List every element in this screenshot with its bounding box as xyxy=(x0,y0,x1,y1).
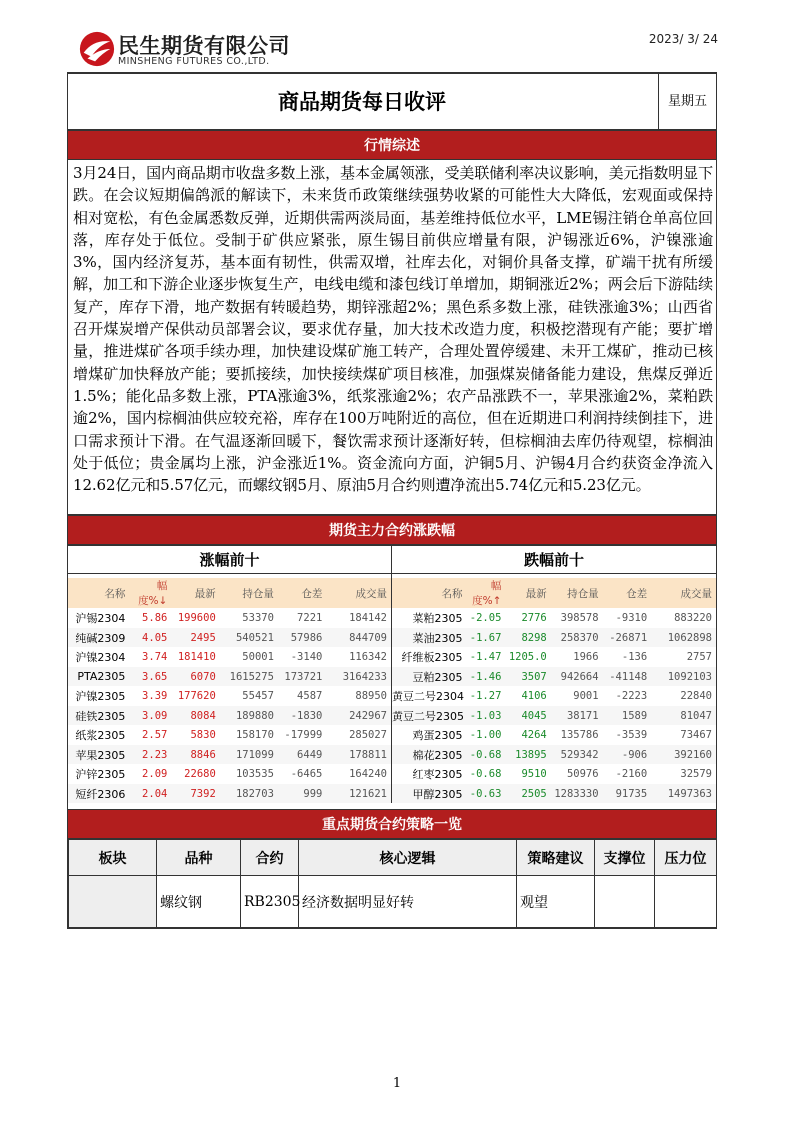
gainers-row[interactable] xyxy=(68,784,391,804)
gainers-row[interactable] xyxy=(68,667,391,687)
gainers-cell: PTA2305 xyxy=(68,667,129,687)
gainers-cell: 7221 xyxy=(297,612,323,625)
losers-cell: 4106 xyxy=(521,690,547,703)
report-date: 2023/ 3/ 24 xyxy=(648,32,718,46)
losers-row[interactable] xyxy=(392,647,716,667)
gainers-table xyxy=(68,578,391,803)
company-logo-icon xyxy=(78,30,116,68)
losers-header-cell[interactable]: 持仓量 xyxy=(551,578,603,608)
strategy-cell xyxy=(69,876,157,928)
losers-cell: -1.00 xyxy=(469,729,502,742)
gainers-cell: 181410 xyxy=(177,651,216,664)
losers-table xyxy=(392,578,716,803)
gainers-row[interactable] xyxy=(68,745,391,765)
gainers-cell: 8846 xyxy=(171,745,219,765)
losers-row[interactable] xyxy=(392,628,716,648)
losers-cell: 22840 xyxy=(680,690,712,703)
strategy-cell: 螺纹钢 xyxy=(157,876,241,928)
gainers-cell: 5830 xyxy=(190,729,216,742)
strategy-table xyxy=(68,839,717,928)
gainers-cell: 50001 xyxy=(242,651,274,664)
strategy-section-title: 重点期货合约策略一览 xyxy=(68,809,716,839)
losers-cell: -1.27 xyxy=(469,690,502,703)
losers-cell: 91735 xyxy=(603,784,652,804)
losers-cell: -9310 xyxy=(615,612,648,625)
losers-header-cell[interactable]: 名称 xyxy=(392,578,467,608)
losers-cell: 豆粕2305 xyxy=(392,667,467,687)
gainers-cell: 沪镍2304 xyxy=(75,651,126,665)
gainers-cell: 55457 xyxy=(242,690,274,703)
gainers-cell: 3.09 xyxy=(129,706,171,726)
gainers-cell: 199600 xyxy=(177,612,216,625)
losers-cell: -1.46 xyxy=(467,667,506,687)
gainers-cell: 22680 xyxy=(184,768,216,781)
strategy-cell: 观望 xyxy=(517,876,595,928)
gainers-cell: 164240 xyxy=(349,768,387,781)
gainers-cell: 沪镍2305 xyxy=(75,690,126,704)
gainers-header-cell[interactable]: 幅度%↓ xyxy=(129,578,171,608)
losers-cell: 13895 xyxy=(505,745,550,765)
title-row xyxy=(68,74,716,130)
losers-cell: -0.63 xyxy=(467,784,506,804)
losers-cell: 红枣2305 xyxy=(412,768,463,782)
losers-cell: 1589 xyxy=(603,706,652,726)
gainers-cell: 540521 xyxy=(220,628,278,648)
losers-cell: -906 xyxy=(603,745,652,765)
gainers-cell: -17999 xyxy=(284,729,323,742)
summary-section-title: 行情综述 xyxy=(68,130,716,160)
gainers-cell: 苹果2305 xyxy=(68,745,129,765)
losers-row[interactable] xyxy=(392,784,716,804)
gainers-cell: 6449 xyxy=(278,745,326,765)
gainers-cell: 沪锌2305 xyxy=(75,768,126,782)
losers-cell: -2160 xyxy=(615,768,648,781)
losers-cell: 135786 xyxy=(560,729,599,742)
gainers-cell: 6070 xyxy=(171,667,219,687)
gainers-cell: 3.39 xyxy=(142,690,168,703)
report-frame xyxy=(67,72,717,929)
strategy-header-cell: 合约 xyxy=(241,840,299,876)
page-header xyxy=(68,26,728,74)
strategy-cell: RB2305 xyxy=(241,876,299,928)
gainers-cell: 184142 xyxy=(349,612,387,625)
losers-cell: -26871 xyxy=(603,628,652,648)
weekday: 星期五 xyxy=(658,74,716,130)
gainers-cell: 121621 xyxy=(326,784,391,804)
losers-row[interactable] xyxy=(392,764,716,784)
gainers-cell: 3.65 xyxy=(129,667,171,687)
losers-cell: 398578 xyxy=(560,612,599,625)
gainers-row[interactable] xyxy=(68,686,391,706)
losers-cell: 942664 xyxy=(551,667,603,687)
gainers-cell: 3.74 xyxy=(142,651,168,664)
gainers-cell: 285027 xyxy=(349,729,387,742)
strategy-header-cell: 策略建议 xyxy=(517,840,595,876)
losers-cell: 883220 xyxy=(674,612,712,625)
losers-cell: 32579 xyxy=(680,768,712,781)
gainers-cell: 177620 xyxy=(177,690,216,703)
losers-header-cell[interactable]: 最新 xyxy=(505,578,550,608)
gainers-cell: -3140 xyxy=(290,651,323,664)
losers-cell: 黄豆二号2305 xyxy=(392,706,467,726)
strategy-header-cell: 核心逻辑 xyxy=(299,840,517,876)
gainers-row[interactable] xyxy=(68,764,391,784)
losers-cell: 黄豆二号2304 xyxy=(392,690,464,704)
gainers-cell: 57986 xyxy=(278,628,326,648)
movers-tables xyxy=(68,545,716,803)
losers-header-cell[interactable]: 幅度%↑ xyxy=(467,578,506,608)
losers-cell: 81047 xyxy=(651,706,716,726)
losers-row[interactable] xyxy=(392,667,716,687)
gainers-cell: 158170 xyxy=(235,729,274,742)
gainers-cell: 103535 xyxy=(235,768,274,781)
losers-cell: 纤维板2305 xyxy=(401,651,463,665)
losers-cell: 258370 xyxy=(551,628,603,648)
strategy-cell xyxy=(595,876,655,928)
losers-cell: 1062898 xyxy=(651,628,716,648)
market-summary-text: 3月24日，国内商品期市收盘多数上涨，基本金属领涨，受美联储利率决议影响，美元指数明显下跌。在会议短期偏鸽派的解读下，未来货币政策继续强势收紧的可能性大大降低，宏观面或保持相对宽松，有色金属悉数反弹，近期供需两淡局面，基差维持低位水平，LME锡注销仓单高位回落，库存处于低位。受制于矿供应紧张，原生锡目前供应增量有限，沪锡涨近6%，沪镍涨逾3%，国内经济复苏，基本面有韧性，供需双增，社库去化，对铜价具备支撑，矿端干扰有所缓解，加工和下游企业逐步恢复生产，电线电缆和漆包线订单增加，期铜涨近2%；两会后下游陆续复产，库存下滑，地产数据有转暖趋势，期锌涨超2%；黑色系多数上涨，硅铁涨逾3%；山西省召开煤炭增产保供动员部署会议，要求优存量，加大技术改造力度，积极挖潜现有产能；要扩增量，推进煤矿各项手续办理，加快建设煤矿施工转产，合理处置停缓建、未开工煤矿，推动已核增煤矿加快释放产能；要抓接续，加快接续煤矿项目核准，加强煤炭储备能力建设，焦煤反弹近1.5%；能化品多数上涨，PTA涨逾3%，纸浆涨逾2%；农产品涨跌不一，苹果涨逾2%，菜粕跌逾2%，国内棕榈油供应较充裕，库存在100万吨附近的高位，但在近期进口利润持续倒挂下，进口需求预计下滑。在气温逐渐回暖下，餐饮需求预计逐渐好转，但棕榈油去库仍待观望，棕榈油处于低位；贵金属均上涨，沪金涨近1%。资金流向方面，沪铜5月、沪锡4月合约获资金净流入12.62亿元和5.57亿元，而螺纹钢5月、原油5月合约则遭净流出5.74亿元和5.23亿元。 xyxy=(68,160,716,515)
gainers-cell: 3164233 xyxy=(326,667,391,687)
gainers-cell: 53370 xyxy=(242,612,274,625)
losers-cell: 2505 xyxy=(505,784,550,804)
losers-cell: -3539 xyxy=(615,729,648,742)
report-title: 商品期货每日收评 xyxy=(278,90,446,114)
company-name-cn: 民生期货有限公司 xyxy=(118,34,290,58)
losers-cell: -2.05 xyxy=(469,612,502,625)
gainers-cell: 844709 xyxy=(326,628,391,648)
gainers-cell: 182703 xyxy=(220,784,278,804)
losers-cell: 1497363 xyxy=(651,784,716,804)
losers-cell: 38171 xyxy=(551,706,603,726)
strategy-header-cell: 品种 xyxy=(157,840,241,876)
gainers-cell: 7392 xyxy=(171,784,219,804)
losers-cell: -2223 xyxy=(615,690,648,703)
gainers-cell: 8084 xyxy=(171,706,219,726)
losers-panel xyxy=(392,546,716,803)
losers-cell: 73467 xyxy=(680,729,712,742)
losers-cell: 8298 xyxy=(505,628,550,648)
losers-cell: 1092103 xyxy=(651,667,716,687)
gainers-cell: 硅铁2305 xyxy=(68,706,129,726)
gainers-cell: 189880 xyxy=(220,706,278,726)
losers-row[interactable] xyxy=(392,745,716,765)
gainers-panel xyxy=(68,546,392,803)
gainers-cell: 1615275 xyxy=(220,667,278,687)
gainers-header-cell[interactable]: 名称 xyxy=(68,578,129,608)
gainers-cell: 纯碱2309 xyxy=(68,628,129,648)
losers-cell: 棉花2305 xyxy=(392,745,467,765)
strategy-cell: 经济数据明显好转 xyxy=(299,876,517,928)
losers-cell: -0.68 xyxy=(467,745,506,765)
gainers-row[interactable] xyxy=(68,608,391,628)
losers-cell: 392160 xyxy=(651,745,716,765)
losers-cell: 9001 xyxy=(573,690,599,703)
strategy-row xyxy=(69,876,717,928)
gainers-cell: 4.05 xyxy=(129,628,171,648)
losers-cell: 9510 xyxy=(521,768,547,781)
gainers-row[interactable] xyxy=(68,628,391,648)
losers-cell: 甲醇2305 xyxy=(392,784,467,804)
gainers-header-cell[interactable]: 最新 xyxy=(171,578,219,608)
gainers-cell: 178811 xyxy=(326,745,391,765)
gainers-cell: 纸浆2305 xyxy=(75,729,126,743)
losers-title: 跌幅前十 xyxy=(392,546,716,574)
gainers-cell: -1830 xyxy=(278,706,326,726)
losers-cell: -41148 xyxy=(603,667,652,687)
gainers-cell: 沪锡2304 xyxy=(75,612,126,626)
losers-row[interactable] xyxy=(392,608,716,628)
strategy-cell xyxy=(655,876,717,928)
losers-cell: -1.67 xyxy=(467,628,506,648)
losers-cell: -1.03 xyxy=(467,706,506,726)
losers-cell: 4045 xyxy=(505,706,550,726)
gainers-title: 涨幅前十 xyxy=(68,546,391,574)
gainers-cell: -6465 xyxy=(290,768,323,781)
losers-cell: 2776 xyxy=(521,612,547,625)
losers-cell: 1966 xyxy=(573,651,599,664)
losers-cell: -0.68 xyxy=(469,768,502,781)
losers-cell: -1.47 xyxy=(469,651,502,664)
losers-cell: 鸡蛋2305 xyxy=(412,729,463,743)
gainers-cell: 2.09 xyxy=(142,768,168,781)
gainers-header-cell[interactable]: 仓差 xyxy=(278,578,326,608)
losers-cell: 菜油2305 xyxy=(392,628,467,648)
gainers-header-cell[interactable]: 持仓量 xyxy=(220,578,278,608)
gainers-header-cell[interactable]: 成交量 xyxy=(326,578,391,608)
strategy-header-cell: 压力位 xyxy=(655,840,717,876)
movers-section-title: 期货主力合约涨跌幅 xyxy=(68,515,716,545)
gainers-cell: 242967 xyxy=(326,706,391,726)
losers-cell: 529342 xyxy=(551,745,603,765)
gainers-cell: 4587 xyxy=(297,690,323,703)
company-name-en: MINSHENG FUTURES CO.,LTD. xyxy=(118,56,270,67)
gainers-cell: 171099 xyxy=(220,745,278,765)
losers-header-cell[interactable]: 成交量 xyxy=(651,578,716,608)
losers-row[interactable] xyxy=(392,706,716,726)
losers-cell: 50976 xyxy=(566,768,599,781)
gainers-cell: 2.23 xyxy=(129,745,171,765)
gainers-row[interactable] xyxy=(68,647,391,667)
losers-row[interactable] xyxy=(392,686,716,706)
gainers-cell: 999 xyxy=(278,784,326,804)
gainers-cell: 173721 xyxy=(278,667,326,687)
losers-cell: 4264 xyxy=(521,729,547,742)
losers-cell: 2757 xyxy=(686,651,712,664)
losers-header-cell[interactable]: 仓差 xyxy=(603,578,652,608)
page-number: 1 xyxy=(392,1076,402,1091)
strategy-header-cell: 板块 xyxy=(69,840,157,876)
losers-cell: 1205.0 xyxy=(508,651,547,664)
gainers-cell: 116342 xyxy=(349,651,387,664)
strategy-header-cell: 支撑位 xyxy=(595,840,655,876)
gainers-row[interactable] xyxy=(68,706,391,726)
gainers-cell: 2.57 xyxy=(142,729,168,742)
gainers-cell: 短纤2306 xyxy=(68,784,129,804)
gainers-cell: 5.86 xyxy=(142,612,168,625)
gainers-cell: 2.04 xyxy=(129,784,171,804)
gainers-cell: 2495 xyxy=(171,628,219,648)
losers-cell: -136 xyxy=(621,651,648,664)
gainers-row[interactable] xyxy=(68,725,391,745)
gainers-cell: 88950 xyxy=(355,690,387,703)
losers-cell: 1283330 xyxy=(551,784,603,804)
losers-row[interactable] xyxy=(392,725,716,745)
losers-cell: 3507 xyxy=(505,667,550,687)
losers-cell: 菜粕2305 xyxy=(412,612,463,626)
